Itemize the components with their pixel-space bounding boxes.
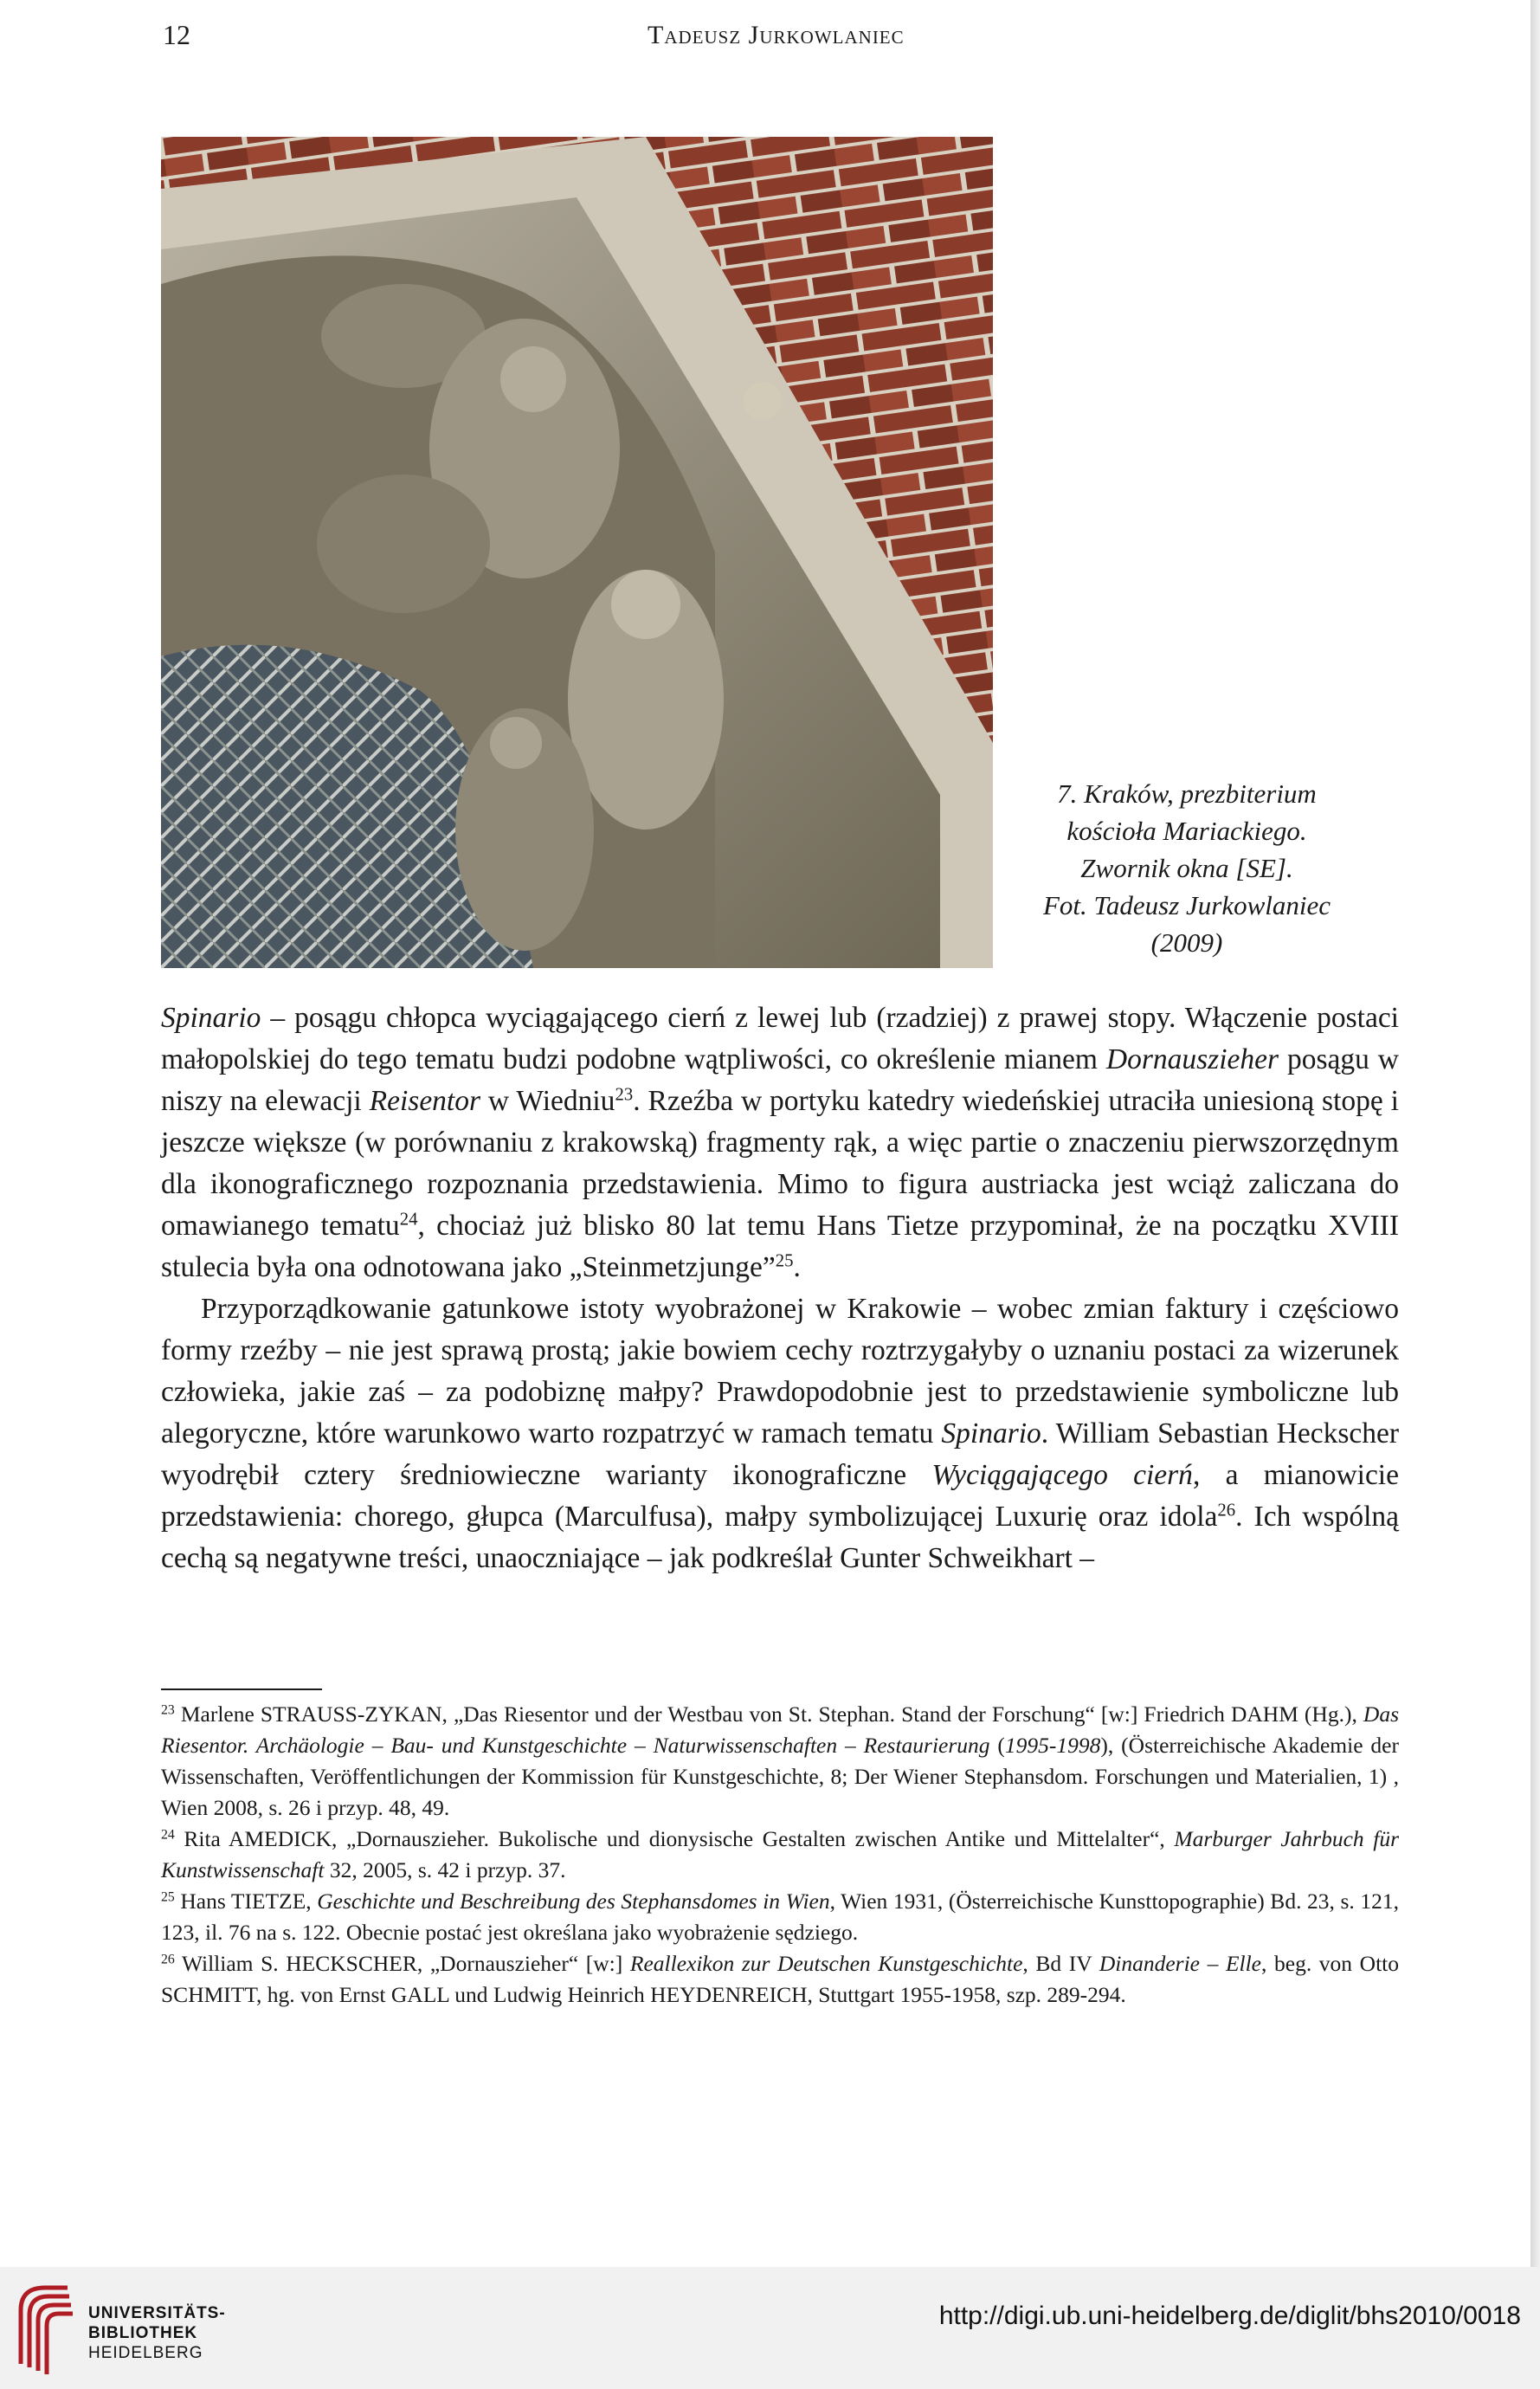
library-emblem-icon (17, 2281, 78, 2376)
italic-term: Spinario (161, 1002, 261, 1034)
footnote-ref-25[interactable]: 25 (775, 1250, 794, 1271)
figure-caption (1009, 775, 1364, 961)
paragraph (161, 1288, 1399, 1579)
logo-text (88, 2303, 226, 2363)
text-run: – posągu chłopca wyciągającego cierń z lewej lub (rzadziej) z prawej stopy. Włączenie postaci małopolskiej do tego tematu budzi podobne wątpliwości, co określenie mianem (161, 1002, 1399, 1075)
caption-line: 7. Kraków, prezbiterium (1057, 778, 1317, 809)
text-run: . (793, 1251, 801, 1283)
footnote-ref-26[interactable]: 26 (1217, 1500, 1236, 1521)
footnote-ref-24[interactable]: 24 (399, 1209, 418, 1230)
footnote-26 (161, 1948, 1399, 2011)
text-run: ( (989, 1733, 1005, 1758)
text-run: , beg. von Otto SCHMITT, hg. von Ernst GALL und Ludwig Heinrich HEYDENREICH, Stuttgart 1955-1958, szp. 289-294. (161, 1951, 1399, 2007)
text-run: 32, 2005, s. 42 i przyp. 37. (324, 1857, 566, 1882)
caption-line: Zwornik okna [SE]. (1080, 853, 1293, 883)
caption-line: Fot. Tadeusz Jurkowlaniec (1042, 890, 1331, 920)
text-run: , chociaż już blisko 80 lat temu Hans Tietze przypominał, że na początku XVIII stulecia była ona odnotowana jako „Steinmetzjunge” (161, 1210, 1399, 1283)
text-run: Przyporządkowanie gatunkowe istoty wyobrażonej w Krakowie – wobec zmian faktury i częściowo formy rzeźby – nie jest sprawą prostą; jakie bowiem cechy roztrzygałyby o uznaniu postaci za wizerunek człowieka, jakie zaś – za podobiznę małpy? Prawdopodobnie jest to przedstawienie symboliczne lub alegoryczne, które warunkowo warto rozpatrzyć w ramach tematu (161, 1293, 1399, 1450)
page-edge-shadow (1530, 0, 1540, 2267)
caption-line: (2009) (1150, 927, 1223, 958)
text-run: . William Sebastian Heckscher wyodrębił cztery średniowieczne warianty ikonograficzne (161, 1417, 1399, 1491)
italic-term: Spinario (941, 1417, 1041, 1450)
footnote-number: 23 (161, 1702, 175, 1718)
footnote-number: 24 (161, 1827, 175, 1843)
footer-bar (0, 2267, 1540, 2389)
keystone-photo-illustration (161, 137, 993, 968)
text-run: , a mianowicie przedstawienia: chorego, głupca (Marculfusa), małpy symbolizującej Luxurię oraz idola (161, 1459, 1399, 1533)
text-run: Marlene STRAUSS-ZYKAN, „Das Riesentor und der Westbau von St. Stephan. Stand der Forschung“ [w:] Friedrich DAHM (Hg.), (174, 1701, 1363, 1727)
text-run: w Wiedniu (480, 1085, 615, 1117)
footnote-23 (161, 1699, 1399, 1824)
italic-term: Wyciągającego cierń (931, 1459, 1193, 1491)
footnote-separator (161, 1688, 322, 1690)
text-run: ), (Österreichische Akademie der Wissenschaften, Veröffentlichungen der Kommission für Kunstgeschichte, 8; Der Wiener Stephansdom. Forschungen und Materialien, 1) , Wien 2008, s. 26 i przyp. 48, 49. (161, 1733, 1399, 1820)
italic-title: Dinanderie – Elle (1099, 1951, 1262, 1976)
italic-title: 1995-1998 (1004, 1733, 1101, 1758)
body-text (161, 998, 1399, 1579)
footnote-number: 25 (161, 1889, 175, 1905)
text-run: Hans TIETZE, (174, 1889, 318, 1914)
logo-line: BIBLIOTHEK (88, 2324, 198, 2342)
source-url-link[interactable]: http://digi.ub.uni-heidelberg.de/diglit/bhs2010/0018 (938, 2302, 1521, 2330)
text-run: . Ich wspólną cechą są negatywne treści, unaoczniające – jak podkreślał Gunter Schweikhart – (161, 1501, 1400, 1574)
figure-photo-keystone (161, 137, 993, 968)
text-run: , Bd IV (1022, 1951, 1099, 1976)
logo-line: HEIDELBERG (88, 2344, 203, 2362)
footnote-number: 26 (161, 1952, 175, 1967)
italic-title: Reallexikon zur Deutschen Kunstgeschichte (629, 1951, 1023, 1976)
text-run: posągu w niszy na elewacji (161, 1043, 1399, 1117)
text-run: Rita AMEDICK, „Dornauszieher. Bukolische und dionysische Gestalten zwischen Antike und Mittelalter“, (174, 1826, 1175, 1851)
footnote-25 (161, 1886, 1399, 1948)
italic-title: Das Riesentor. Archäologie – Bau- und Kunstgeschichte – Naturwissenschaften – Restaurierung (161, 1701, 1399, 1758)
italic-term: Reisentor (369, 1085, 481, 1117)
running-title: Tadeusz Jurkowlaniec (648, 21, 905, 49)
paragraph (161, 998, 1399, 1288)
text-run: William S. HECKSCHER, „Dornauszieher“ [w:] (174, 1951, 630, 1976)
italic-title: Geschichte und Beschreibung des Stephansdomes in Wien (317, 1889, 830, 1914)
italic-term: Dornauszieher (1105, 1043, 1279, 1075)
text-run: . Rzeźba w portyku katedry wiedeńskiej utraciła uniesioną stopę i jeszcze większe (w porównaniu z krakowską) fragmenty rąk, a więc partie o znaczeniu pierwszorzędnym dla ikonograficznego rozpoznania przedstawienia. Mimo to figura austriacka jest wciąż zaliczana do omawianego tematu (161, 1085, 1399, 1242)
italic-title: Marburger Jahrbuch für Kunstwissenschaft (161, 1826, 1399, 1882)
page-number: 12 (163, 19, 190, 50)
library-logo[interactable] (17, 2281, 329, 2376)
caption-line: kościoła Mariackiego. (1066, 816, 1307, 846)
footnote-24 (161, 1824, 1399, 1886)
logo-line: UNIVERSITÄTS- (88, 2304, 226, 2322)
footnote-ref-23[interactable]: 23 (615, 1084, 634, 1105)
footnotes (161, 1699, 1399, 2011)
text-run: , Wien 1931, (Österreichische Kunsttopographie) Bd. 23, s. 121, 123, il. 76 na s. 122. Obecnie postać jest określana jako wyobrażenie sędziego. (161, 1889, 1399, 1945)
running-head (163, 19, 1392, 62)
